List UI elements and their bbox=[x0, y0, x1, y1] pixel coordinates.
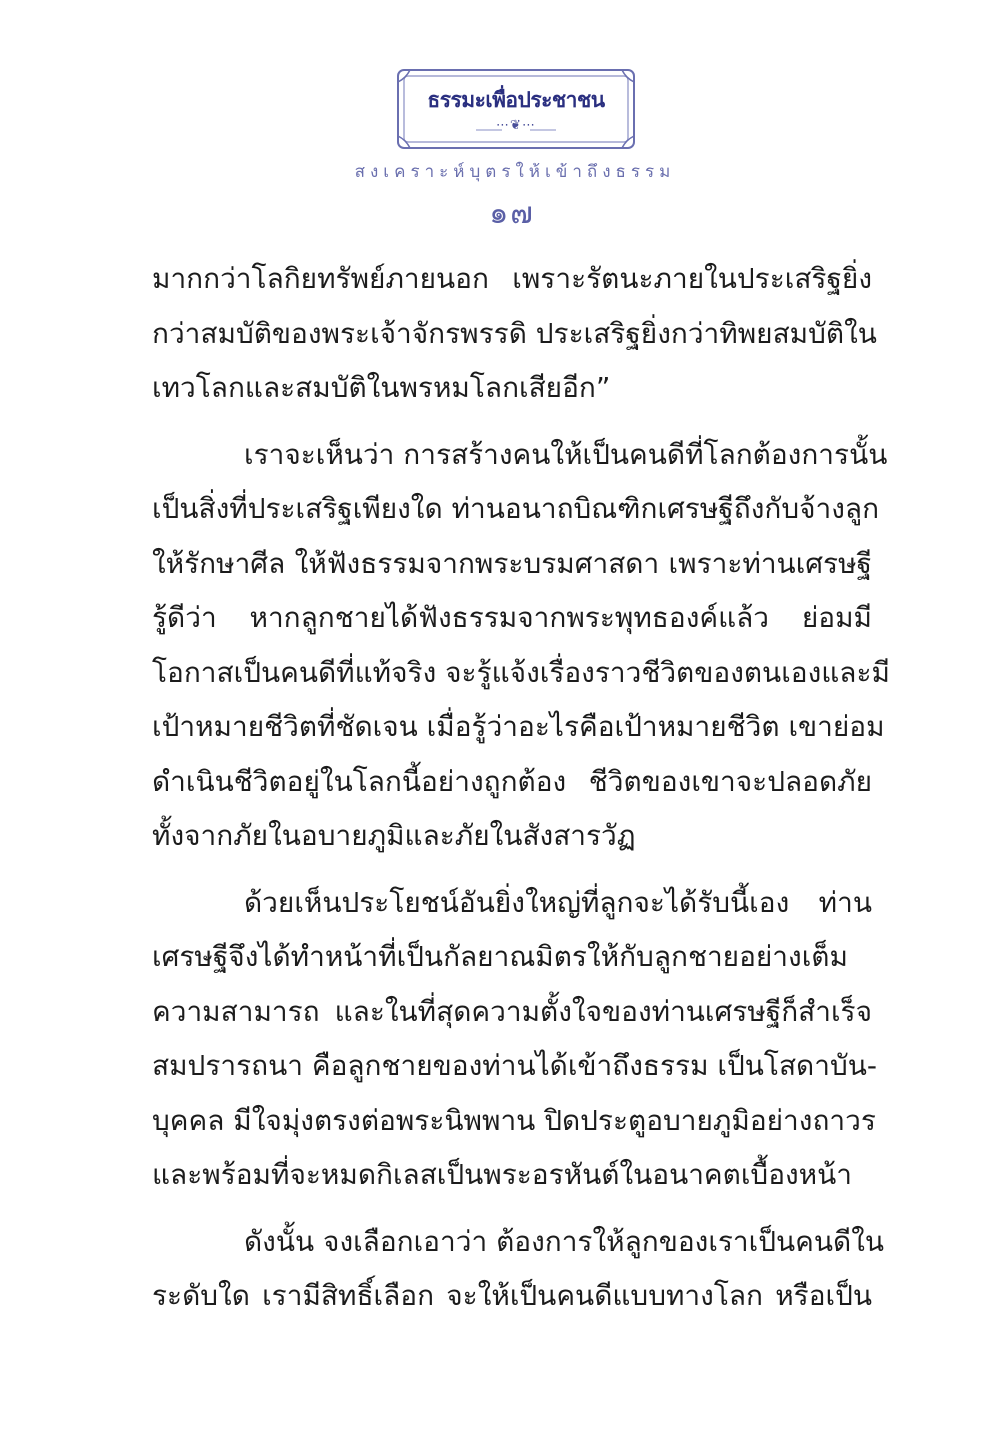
text-line: เป็นสิ่งที่ประเสริฐเพียงใด ท่านอนาถบิณฑิกเศรษฐีถึงกับจ้างลูก bbox=[152, 492, 880, 525]
text-line: ดำเนินชีวิตอยู่ในโลกนี้อย่างถูกต้อง ชีวิตของเขาจะปลอดภัย bbox=[152, 764, 872, 798]
text-line: ให้รักษาศีล ให้ฟังธรรมจากพระบรมศาสดา เพราะท่านเศรษฐี bbox=[152, 546, 872, 580]
text-line: เทวโลกและสมบัติในพรหมโลกเสียอีก” bbox=[152, 371, 611, 404]
text-line: เป้าหมายชีวิตที่ชัดเจน เมื่อรู้ว่าอะไรคือเป้าหมายชีวิต เขาย่อม bbox=[152, 710, 885, 743]
text-line: ดังนั้น จงเลือกเอาว่า ต้องการให้ลูกของเราเป็นคนดีใน bbox=[244, 1224, 885, 1258]
text-line: เศรษฐีจึงได้ทำหน้าที่เป็นกัลยาณมิตรให้กับลูกชายอย่างเต็ม bbox=[152, 940, 848, 973]
chapter-subtitle: สงเคราะห์บุตรให้เข้าถึงธรรม bbox=[354, 162, 676, 182]
paragraph bbox=[152, 876, 877, 1203]
logo-title: ธรรมะเพื่อประชาชน bbox=[427, 88, 605, 112]
text-line: บุคคล มีใจมุ่งตรงต่อพระนิพพาน ปิดประตูอบายภูมิอย่างถาวร bbox=[152, 1103, 876, 1137]
paragraph bbox=[152, 252, 877, 416]
paragraph bbox=[152, 428, 890, 864]
text-line: เราจะเห็นว่า การสร้างคนให้เป็นคนดีที่โลกต้องการนั้น bbox=[244, 437, 888, 471]
text-line: ความสามารถ และในที่สุดความตั้งใจของท่านเศรษฐีก็สำเร็จ bbox=[152, 994, 872, 1028]
text-line: โอกาสเป็นคนดีที่แท้จริง จะรู้แจ้งเรื่องราวชีวิตของตนเองและมี bbox=[152, 655, 890, 689]
text-line: ด้วยเห็นประโยชน์อันยิ่งใหญ่ที่ลูกจะได้รับนี้เอง ท่าน bbox=[244, 885, 872, 919]
text-line: และพร้อมที่จะหมดกิเลสเป็นพระอรหันต์ในอนาคตเบื้องหน้า bbox=[152, 1158, 852, 1191]
body-text bbox=[152, 252, 890, 1324]
page-header bbox=[0, 0, 1000, 240]
text-line: ทั้งจากภัยในอบายภูมิและภัยในสังสารวัฏ bbox=[152, 819, 636, 852]
text-line: สมปรารถนา คือลูกชายของท่านได้เข้าถึงธรรม เป็นโสดาบัน- bbox=[152, 1049, 877, 1082]
text-line: ระดับใด เรามีสิทธิ์เลือก จะให้เป็นคนดีแบบทางโลก หรือเป็น bbox=[152, 1279, 872, 1312]
text-line: กว่าสมบัติของพระเจ้าจักรพรรดิ ประเสริฐยิ่งกว่าทิพยสมบัติใน bbox=[152, 316, 877, 350]
paragraph bbox=[152, 1215, 885, 1324]
page-number: ๑๗ bbox=[489, 196, 535, 231]
text-line: รู้ดีว่า หากลูกชายได้ฟังธรรมจากพระพุทธองค์แล้ว ย่อมมี bbox=[152, 601, 872, 634]
text-line: มากกว่าโลกิยทรัพย์ภายนอก เพราะรัตนะภายในประเสริฐยิ่ง bbox=[152, 262, 872, 295]
logo-ornament-icon: ⋯❦⋯ bbox=[496, 118, 536, 133]
series-logo bbox=[396, 68, 636, 150]
